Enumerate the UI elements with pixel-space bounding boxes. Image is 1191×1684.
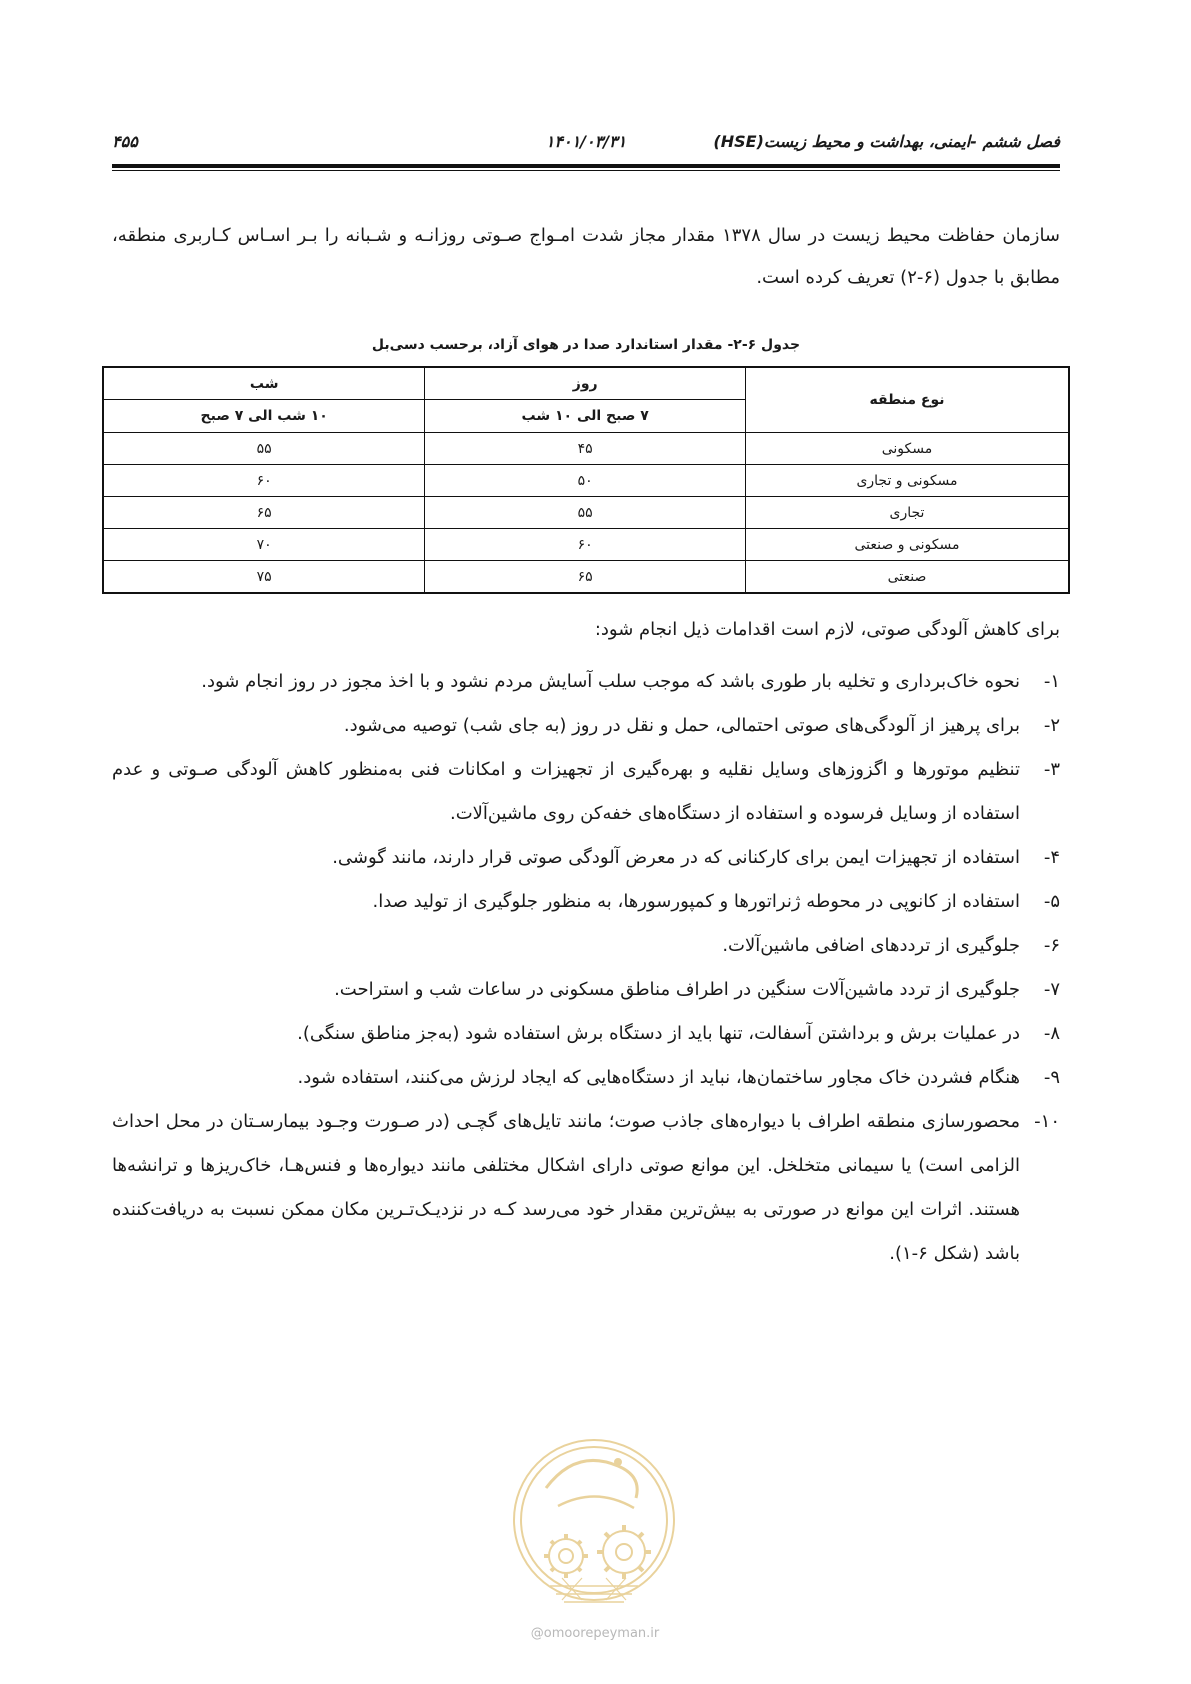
list-item <box>112 1056 1060 1100</box>
table-row <box>103 465 1069 497</box>
header-date: ۱۴۰۱/۰۳/۳۱ <box>545 132 627 151</box>
day-value-cell: ۶۵ <box>425 561 746 594</box>
item-number: ۶- <box>1043 935 1060 956</box>
item-number: ۳- <box>1043 759 1060 780</box>
zone-cell: تجاری <box>746 497 1070 529</box>
page-header <box>112 128 1060 158</box>
item-text: محصورسازی منطقه اطراف با دیواره‌های جاذب صوت؛ مانند تایل‌های گچـی (در صـورت وجـود بیمارسـتان در محل احداث الزامی است) یا سیمانی متخلخل. این موانع صوتی دارای اشکال مختلفی مانند دیواره‌ها و فنس‌هـا، خاک‌ریزها و ترانشه‌ها هستند. اثرات این موانع در صورتی به بیش‌ترین مقدار خود می‌رسد کـه در نزدیـک‌تـرین مکان ممکن نسبت به دریافت‌کننده باشد (شکل ۶-۱). <box>112 1111 1020 1264</box>
header-night: شب <box>103 367 425 400</box>
item-text: در عملیات برش و برداشتن آسفالت، تنها باید از دستگاه برش استفاده شود (به‌جز مناطق سنگی). <box>297 1023 1020 1044</box>
measures-lead: برای کاهش آلودگی صوتی، لازم است اقدامات ذیل انجام شود: <box>594 619 1060 640</box>
item-text: جلوگیری از تردد ماشین‌آلات سنگین در اطراف مناطق مسکونی در ساعات شب و استراحت. <box>334 979 1020 1000</box>
item-text: جلوگیری از ترددهای اضافی ماشین‌آلات. <box>722 935 1020 956</box>
table-row <box>103 529 1069 561</box>
zone-cell: مسکونی و تجاری <box>746 465 1070 497</box>
item-text: تنظیم موتورها و اگزوزهای وسایل نقلیه و بهره‌گیری از تجهیزات و امکانات فنی به‌منظور کاهش آلودگی صـوتی و عدم استفاده از وسایل فرسوده و استفاده از دستگاه‌های خفه‌کن روی ماشین‌آلات. <box>112 759 1020 824</box>
night-value-cell: ۷۵ <box>103 561 425 594</box>
header-zone: نوع منطقه <box>746 367 1070 433</box>
header-day: روز <box>425 367 746 400</box>
intro-paragraph: سازمان حفاظت محیط زیست در سال ۱۳۷۸ مقدار مجاز شدت امـواج صـوتی روزانـه و شـبانه را بـر اسـاس کـاربری منطقه، مطابق با جدول (۶-۲) تعریف کرده است. <box>112 225 1061 288</box>
item-number: ۴- <box>1043 847 1060 868</box>
night-value-cell: ۶۵ <box>103 497 425 529</box>
header-day-hours: ۷ صبح الی ۱۰ شب <box>425 400 746 433</box>
zone-cell: مسکونی <box>746 433 1070 465</box>
list-item <box>112 748 1060 836</box>
list-item <box>112 968 1060 1012</box>
night-value-cell: ۷۰ <box>103 529 425 561</box>
page-number: ۴۵۵ <box>112 132 138 151</box>
day-value-cell: ۵۵ <box>425 497 746 529</box>
table-row <box>103 561 1069 594</box>
night-value-cell: ۵۵ <box>103 433 425 465</box>
day-value-cell: ۶۰ <box>425 529 746 561</box>
noise-standard-table <box>102 366 1070 594</box>
zone-cell: مسکونی و صنعتی <box>746 529 1070 561</box>
list-item <box>112 660 1060 704</box>
item-number: ۵- <box>1043 891 1060 912</box>
list-item <box>112 836 1060 880</box>
item-number: ۸- <box>1043 1023 1060 1044</box>
item-text: برای پرهیز از آلودگی‌های صوتی احتمالی، حمل و نقل در روز (به جای شب) توصیه می‌شود. <box>343 715 1020 736</box>
item-number: ۱۰- <box>1034 1111 1060 1132</box>
list-item <box>112 1100 1060 1276</box>
list-item <box>112 880 1060 924</box>
item-number: ۲- <box>1043 715 1060 736</box>
item-number: ۱- <box>1043 671 1060 692</box>
header-rule-thick <box>112 164 1060 168</box>
day-value-cell: ۵۰ <box>425 465 746 497</box>
item-text: هنگام فشردن خاک مجاور ساختمان‌ها، نباید از دستگاه‌هایی که ایجاد لرزش می‌کنند، استفاده شود. <box>297 1067 1020 1088</box>
measures-list <box>112 660 1060 1276</box>
watermark-site: @omoorepeyman.ir <box>530 1626 660 1641</box>
table-row <box>103 433 1069 465</box>
day-value-cell: ۴۵ <box>425 433 746 465</box>
list-item <box>112 1012 1060 1056</box>
header-rule-thin <box>112 170 1060 171</box>
item-number: ۹- <box>1043 1067 1060 1088</box>
item-text: نحوه خاک‌برداری و تخلیه بار طوری باشد که موجب سلب آسایش مردم نشود و با اخذ مجوز در روز انجام شود. <box>201 671 1020 692</box>
chapter-title: فصل ششم -ایمنی، بهداشت و محیط زیست(HSE) <box>713 132 1060 151</box>
item-text: استفاده از کانوپی در محوطه ژنراتورها و کمپورسورها، به منظور جلوگیری از تولید صدا. <box>372 891 1020 912</box>
item-text: استفاده از تجهیزات ایمن برای کارکنانی که در معرض آلودگی صوتی قرار دارند، مانند گوشی. <box>332 847 1020 868</box>
list-item <box>112 924 1060 968</box>
zone-cell: صنعتی <box>746 561 1070 594</box>
list-item <box>112 704 1060 748</box>
table-caption: جدول ۶-۲- مقدار استاندارد صدا در هوای آزاد، برحسب دسی‌بل <box>371 337 801 353</box>
night-value-cell: ۶۰ <box>103 465 425 497</box>
watermark-logo-icon <box>506 1428 682 1618</box>
item-number: ۷- <box>1043 979 1060 1000</box>
table-row <box>103 497 1069 529</box>
header-night-hours: ۱۰ شب الی ۷ صبح <box>103 400 425 433</box>
